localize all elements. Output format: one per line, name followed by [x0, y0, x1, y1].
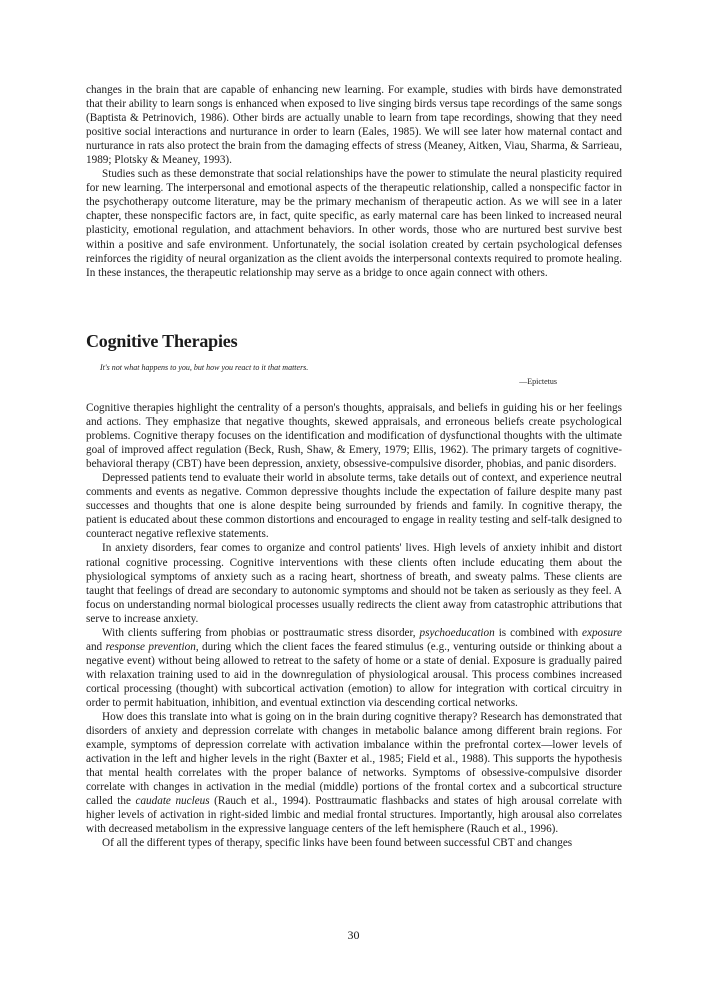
- text-run: With clients suffering from phobias or posttraumatic stress disorder,: [102, 626, 420, 639]
- section-heading: Cognitive Therapies: [86, 331, 238, 351]
- paragraph: [86, 710, 622, 836]
- paragraph: [86, 626, 622, 710]
- body-text-top: [86, 83, 622, 280]
- text-run: (Rauch et al., 1994). Posttraumatic flashbacks and states of high arousal correlate with higher levels of activation in right-sided limbic and medial frontal structures. Importantly, high arousal also correlates with decreased metabolism in the expressive language centers of the left hemisphere (Rauch et al., 1996).: [86, 795, 622, 836]
- page-number: 30: [347, 928, 360, 942]
- epigraph-attribution: —Epictetus: [519, 377, 557, 386]
- text-run: and: [86, 640, 106, 653]
- paragraph: Cognitive therapies highlight the centrality of a person's thoughts, appraisals, and beliefs in guiding his or her feelings and actions. They emphasize that negative thoughts, skewed appraisals, and erroneous beliefs create psychological problems. Cognitive therapy focuses on the identification and modification of dysfunctional thoughts with the ultimate goal of improved affect regulation (Beck, Rush, Shaw, & Emery, 1979; Ellis, 1962). The primary targets of cognitive-behavioral therapy (CBT) have been depression, anxiety, obsessive-compulsive disorder, phobias, and panic disorders.: [86, 402, 622, 471]
- emphasis: exposure: [582, 626, 623, 639]
- paragraph: Of all the different types of therapy, specific links have been found between successful CBT and changes: [102, 837, 573, 850]
- paragraph: changes in the brain that are capable of enhancing new learning. For example, studies with birds have demonstrated that their ability to learn songs is enhanced when exposed to live singing birds versus tape recordings of the same songs (Baptista & Petrinovich, 1986). Other birds are actually unable to learn from tape recordings, showing that they need positive social interactions and nurturance in order to learn (Eales, 1985). We will see later how maternal contact and nurturance in rats also protect the brain from the damaging effects of stress (Meaney, Aitken, Viau, Sharma, & Sarrieau, 1989; Plotsky & Meaney, 1993).: [86, 84, 622, 167]
- epigraph-quote: It's not what happens to you, but how you react to it that matters.: [100, 363, 309, 372]
- paragraph: Studies such as these demonstrate that social relationships have the power to stimulate the neural plasticity required for new learning. The interpersonal and emotional aspects of the therapeutic relationship, called a nonspecific factor in the psychotherapy outcome literature, may be the primary mechanism of therapeutic action. As we will see in a later chapter, these nonspecific factors are, in fact, quite specific, as early maternal care has been linked to increased neural plasticity, emotional regulation, and attachment behaviors. In other words, those who are nurtured best survive best within a positive and safe environment. Unfortunately, the social isolation created by certain psychological defenses reinforces the rigidity of neural organization as the client avoids the interpersonal contexts required to promote healing. In these instances, the therapeutic relationship may serve as a bridge to once again connect with others.: [86, 168, 622, 279]
- paragraph: Depressed patients tend to evaluate their world in absolute terms, take details out of context, and experience neutral comments and events as negative. Common depressive thoughts include the expectation of failure despite many past successes and thoughts that one is alone despite being surrounded by friends and family. In cognitive therapy, the patient is educated about these common distortions and encouraged to engage in reality testing and self-talk designed to counteract negative reflexive statements.: [86, 472, 622, 541]
- paragraph: In anxiety disorders, fear comes to organize and control patients' lives. High levels of anxiety inhibit and distort rational cognitive processing. Cognitive interventions with these clients often include educating them about the physiological symptoms of anxiety such as a racing heart, shortness of breath, and sweaty palms. These clients are taught that feelings of dread are secondary to autonomic symptoms and should not be taken as seriously as they feel. A focus on understanding normal biological processes usually redirects the client away from catastrophic attributions that serve to increase anxiety.: [86, 542, 622, 625]
- body-text-section: [86, 401, 622, 851]
- emphasis: response prevention: [105, 640, 196, 653]
- text-run: How does this translate into what is going on in the brain during cognitive therapy? Research has demonstrated that disorders of anxiety and depression correlate with changes in metabolic balance among different brain regions. For example, symptoms of depression correlate with activation imbalance within the prefrontal cortex—lower levels of activation in the left and higher levels in the right (Baxter et al., 1985; Field et al., 1988). This supports the hypothesis that mental health correlates with the proper balance of networks. Symptoms of obsessive-compulsive disorder correlate with changes in activation in the medial (middle) portions of the frontal cortex and a subcortical structure called the: [86, 711, 622, 808]
- text-run: is combined with: [494, 626, 583, 639]
- text-run: , during which the client faces the feared stimulus (e.g., venturing outside or thinking about a negative event) without being allowed to retreat to the safety of home or a state of denial. Exposure is gradually paired with relaxation training used to aid in the downregulation of physiological arousal. This process combines increased cortical processing (thought) with subcortical activation (emotion) to allow for integration with cortical circuitry in order to permit habituation, inhibition, and eventual extinction via descending cortical networks.: [86, 640, 622, 709]
- emphasis: psychoeducation: [419, 626, 495, 639]
- emphasis: caudate nucleus: [135, 795, 210, 808]
